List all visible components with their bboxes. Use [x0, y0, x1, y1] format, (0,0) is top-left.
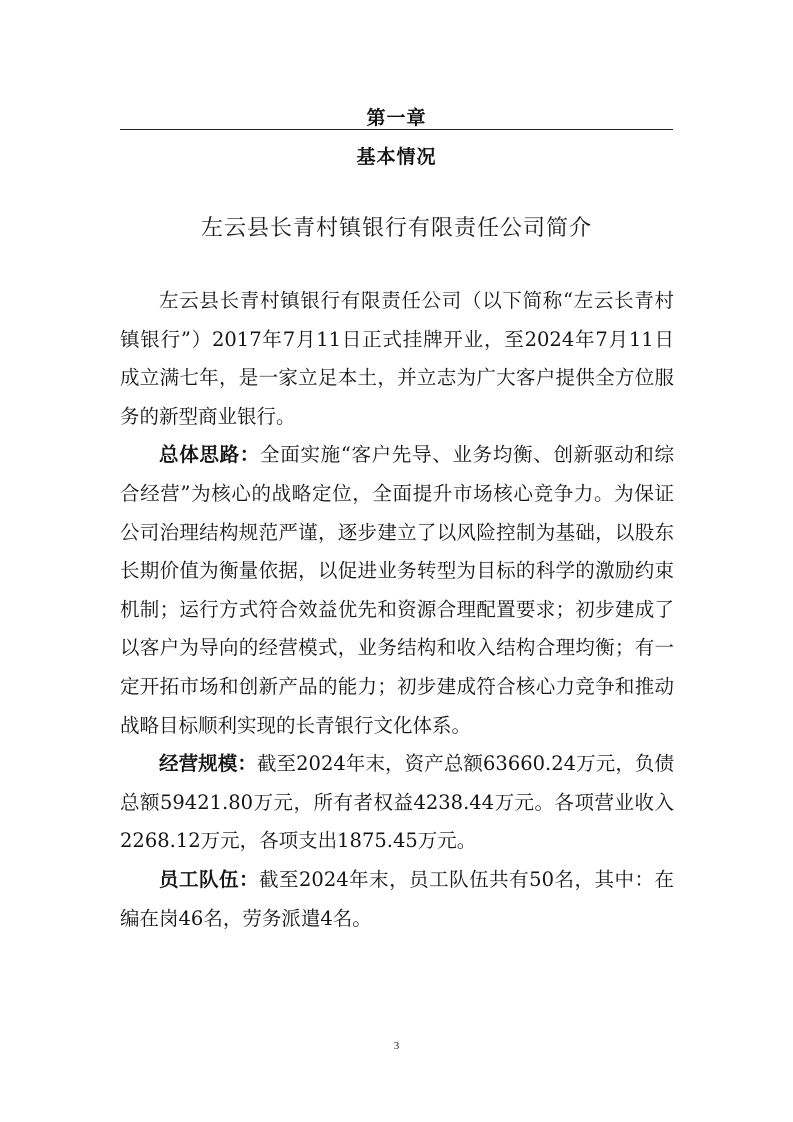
- chapter-number: 第一章: [366, 107, 427, 129]
- document-body: [120, 282, 674, 938]
- scale-paragraph: [120, 745, 674, 861]
- scale-text: 截至2024年末，资产总额63660.24万元，负债总额59421.80万元，所有者权益4238.44万元。各项营业收入2268.12万元，各项支出1875.45万元。: [120, 752, 674, 853]
- chapter-divider: [120, 129, 673, 130]
- page-number: 3: [393, 1040, 400, 1052]
- staff-text: 截至2024年末，员工队伍共有50名，其中：在编在岗46名，劳务派遣4名。: [120, 867, 674, 930]
- strategy-label: 总体思路：: [159, 443, 261, 467]
- strategy-text: 全面实施“客户先导、业务均衡、创新驱动和综合经营”为核心的战略定位，全面提升市场核心竞争力。为保证公司治理结构规范严谨，逐步建立了以风险控制为基础，以股东长期价值为衡量依据，以促进业务转型为目标的科学的激励约束机制；运行方式符合效益优先和资源合理配置要求；初步建成了以客户为导向的经营模式，业务结构和收入结构合理均衡；有一定开拓市场和创新产品的能力；初步建成符合核心力竞争和推动战略目标顺利实现的长青银行文化体系。: [120, 443, 674, 737]
- scale-label: 经营规模：: [159, 752, 257, 776]
- chapter-title: 基本情况: [356, 146, 437, 168]
- staff-label: 员工队伍：: [159, 867, 260, 891]
- staff-paragraph: [120, 861, 674, 938]
- intro-paragraph: 左云县长青村镇银行有限责任公司（以下简称“左云长青村镇银行”）2017年7月11日正式挂牌开业，至2024年7月11日成立满七年，是一家立足本土，并立志为广大客户提供全方位服务的新型商业银行。: [120, 289, 674, 428]
- document-title: 左云县长青村镇银行有限责任公司简介: [200, 216, 592, 241]
- strategy-paragraph: [120, 436, 674, 745]
